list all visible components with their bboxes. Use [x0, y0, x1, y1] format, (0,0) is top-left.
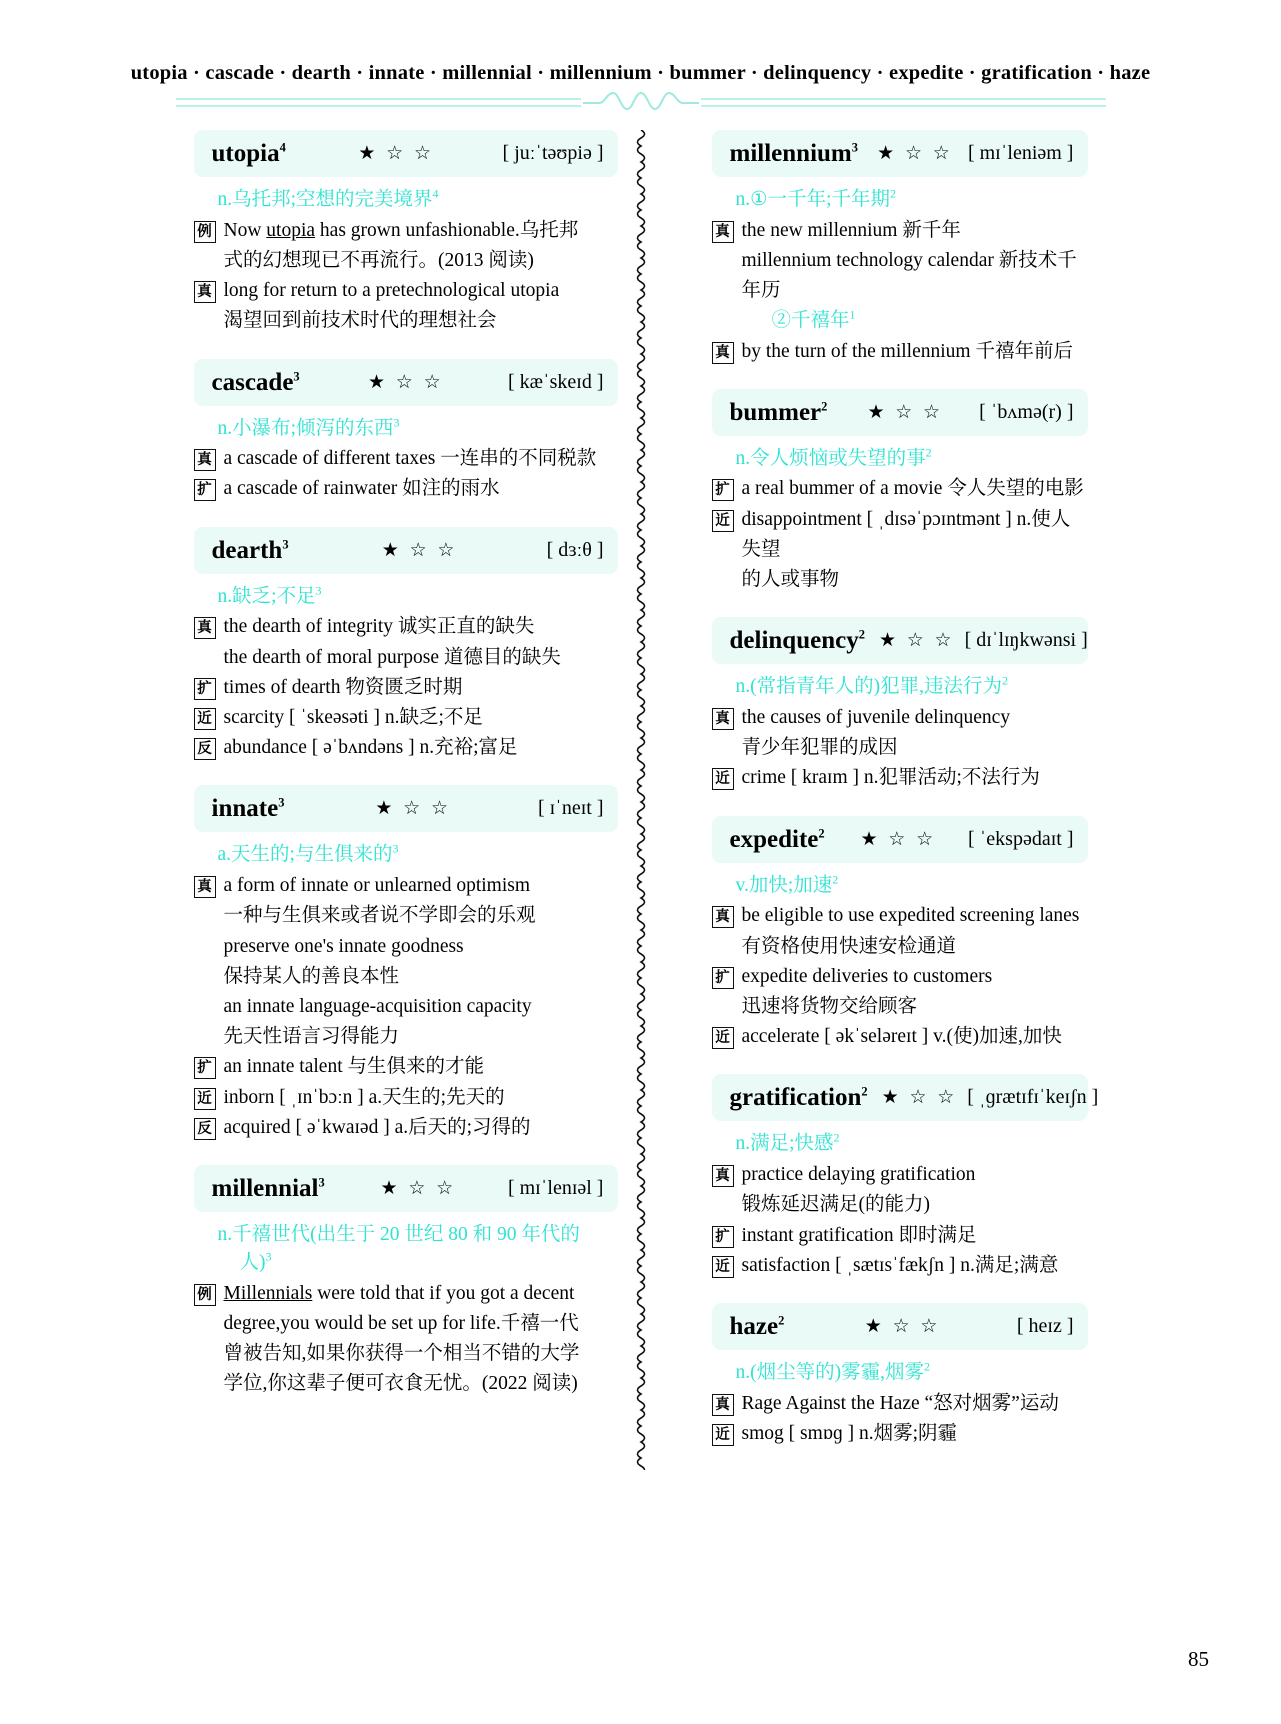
entry-headword-bar[interactable] — [712, 1303, 1088, 1350]
line-tag-真: 真 — [712, 708, 734, 730]
entry-line — [712, 565, 1088, 595]
line-tag-近: 近 — [712, 1256, 734, 1278]
line-content: smog [ smɒɡ ] n.烟雾;阴霾 — [741, 1422, 957, 1444]
star-rating: ★ ☆ ☆ — [380, 1178, 457, 1200]
entry-line — [194, 992, 618, 1022]
headword-frequency-sup: 2 — [821, 399, 828, 414]
headword — [730, 827, 825, 852]
entry-lines — [194, 612, 618, 763]
line-content: millennium technology calendar 新技术千年历 — [741, 249, 1077, 302]
line-content: scarcity [ ˈskeəsəti ] n.缺乏;不足 — [223, 707, 483, 729]
star-rating: ★ ☆ ☆ — [860, 828, 937, 850]
header-divider-rule — [176, 94, 1106, 112]
line-content: 先天性语言习得能力 — [223, 1026, 400, 1048]
phonetic-transcription: [ ˈbʌmə(r) ] — [979, 400, 1074, 423]
star-rating: ★ ☆ ☆ — [375, 798, 451, 820]
entry-line — [712, 246, 1088, 306]
line-content: Now utopia has grown unfashionable.乌托邦 — [223, 219, 579, 241]
line-content: preserve one's innate goodness — [223, 935, 464, 957]
entry-lines — [712, 1160, 1088, 1281]
entry-spacer — [194, 763, 618, 783]
sense-frequency-sup: 3 — [315, 583, 322, 598]
entry-line — [194, 444, 618, 474]
line-content: 学位,你这辈子便可衣食无忧。(2022 阅读) — [223, 1373, 578, 1395]
entry-line — [712, 703, 1088, 733]
sense-frequency-sup: 2 — [832, 872, 839, 887]
line-content: 保持某人的善良本性 — [223, 965, 400, 987]
line-tag-例: 例 — [194, 221, 216, 243]
sense-frequency-sup: 3 — [393, 415, 400, 430]
star-rating: ★ ☆ ☆ — [881, 1087, 958, 1109]
line-tag-真: 真 — [712, 906, 734, 928]
entry-line — [712, 901, 1088, 931]
line-content: 曾被告知,如果你获得一个相当不错的大学 — [223, 1342, 580, 1364]
line-content: disappointment [ ˌdɪsəˈpɔɪntmənt ] n.使人失望 — [741, 508, 1071, 560]
entry-line — [712, 932, 1088, 962]
entry-line — [712, 1022, 1088, 1052]
line-content: the new millennium 新千年 — [741, 219, 961, 241]
line-content: degree,you would be set up for life.千禧一代 — [223, 1312, 579, 1334]
headword-frequency-sup: 2 — [858, 628, 865, 643]
line-tag-empty — [194, 967, 216, 989]
sense-text: n.小瀑布;倾泻的东西 — [217, 417, 394, 439]
headword-frequency-sup: 3 — [293, 369, 300, 384]
two-column-body — [0, 130, 1281, 1471]
entry-line — [194, 871, 618, 901]
line-content: 青少年犯罪的成因 — [741, 737, 898, 759]
line-frequency-sup: 1 — [849, 307, 856, 322]
entry-line — [712, 992, 1088, 1022]
entry-line — [194, 1022, 618, 1052]
line-content: 的人或事物 — [741, 569, 840, 591]
entry-line — [712, 216, 1088, 246]
sense-frequency-sup: 2 — [925, 445, 932, 460]
line-tag-empty — [712, 997, 734, 1019]
line-tag-empty — [712, 738, 734, 760]
line-tag-扩: 扩 — [712, 1226, 734, 1248]
headword-frequency-sup: 3 — [851, 140, 858, 155]
sense-definition — [736, 1359, 1088, 1387]
dictionary-entry — [712, 1303, 1088, 1469]
entry-line — [194, 1279, 618, 1309]
star-rating: ★ ☆ ☆ — [381, 539, 458, 561]
line-content: 迅速将货物交给顾客 — [741, 996, 918, 1018]
sense-text: n.(常指青年人的)犯罪,违法行为 — [735, 676, 1002, 698]
entry-line — [194, 474, 618, 504]
sense-definition — [736, 872, 1088, 900]
right-column — [658, 130, 1099, 1471]
line-content: 有资格使用快速安检通道 — [741, 935, 957, 957]
line-content: expedite deliveries to customers — [741, 965, 993, 987]
dictionary-entry — [194, 359, 618, 525]
headword-text: dearth — [211, 536, 283, 564]
line-content: times of dearth 物资匮乏时期 — [223, 676, 463, 698]
phonetic-transcription: [ juːˈtəʊpiə ] — [502, 142, 604, 164]
line-tag-empty — [712, 570, 734, 592]
line-tag-扩: 扩 — [194, 678, 216, 700]
sense-text: n.①一千年;千年期 — [735, 189, 891, 210]
entry-headword-bar[interactable] — [712, 1074, 1099, 1121]
line-content: crime [ kraɪm ] n.犯罪活动;不法行为 — [741, 767, 1040, 789]
headword — [730, 1314, 785, 1339]
line-tag-真: 真 — [194, 281, 216, 303]
line-tag-近: 近 — [712, 1424, 734, 1446]
line-tag-empty — [712, 311, 734, 333]
star-rating: ★ ☆ ☆ — [867, 401, 944, 423]
sense-definition — [736, 186, 1088, 214]
entry-line — [194, 1052, 618, 1082]
entry-line — [712, 1389, 1088, 1419]
line-tag-真: 真 — [194, 876, 216, 898]
line-content: ②千禧年$^1$ — [771, 307, 856, 332]
headword-frequency-sup: 3 — [282, 537, 289, 552]
line-tag-empty — [194, 251, 216, 273]
sense-definition — [218, 415, 618, 443]
headword-text: innate — [211, 795, 279, 823]
headword-text: gratification — [729, 1084, 862, 1112]
entry-lines — [712, 901, 1088, 1052]
sense-text: n.千禧世代(出生于 20 世纪 80 和 90 年代的 — [217, 1224, 580, 1246]
headword-text: haze — [729, 1313, 779, 1341]
dictionary-entry — [712, 389, 1088, 616]
column-divider — [624, 130, 658, 1471]
line-tag-真: 真 — [194, 449, 216, 471]
entry-line — [194, 612, 618, 642]
entry-line — [194, 1113, 618, 1143]
headword — [212, 796, 285, 821]
sense-frequency-sup: 2 — [924, 1359, 930, 1374]
line-tag-empty — [712, 1195, 734, 1217]
entry-spacer — [712, 367, 1088, 387]
underlined-keyword: utopia — [266, 219, 316, 241]
entry-line — [194, 216, 618, 246]
entry-line — [712, 733, 1088, 763]
squiggle-ornament-icon — [581, 89, 701, 115]
sense-definition — [736, 1130, 1088, 1158]
entry-headword-bar[interactable] — [194, 359, 618, 406]
entry-headword-bar[interactable] — [194, 130, 618, 177]
entry-line — [194, 703, 618, 733]
entry-line — [712, 962, 1088, 992]
sense-text-continued: 人)$^3$ — [239, 1249, 272, 1273]
entry-line — [712, 505, 1088, 565]
phonetic-transcription: [ ˌɡrætɪfɪˈkeɪʃn ] — [967, 1086, 1099, 1109]
entry-lines — [712, 216, 1088, 367]
headword-frequency-sup: 2 — [818, 826, 825, 841]
line-tag-empty — [194, 311, 216, 333]
sense-text: a.天生的;与生俱来的 — [217, 844, 393, 866]
line-tag-近: 近 — [712, 768, 734, 790]
line-content: a form of innate or unlearned optimism — [223, 875, 530, 897]
sense-definition — [218, 841, 618, 869]
entry-line — [194, 643, 618, 673]
entry-spacer — [194, 337, 618, 357]
line-tag-反: 反 — [194, 738, 216, 760]
dictionary-entry — [194, 130, 618, 357]
headword — [212, 370, 300, 395]
entry-spacer — [712, 1449, 1088, 1469]
sense-definition — [736, 445, 1088, 473]
headword-frequency-sup: 2 — [861, 1085, 868, 1100]
line-tag-近: 近 — [712, 1027, 734, 1049]
line-content: inborn [ ˌɪnˈbɔːn ] a.天生的;先天的 — [223, 1086, 505, 1108]
line-tag-真: 真 — [194, 617, 216, 639]
entry-headword-bar[interactable] — [712, 130, 1088, 177]
sense-text: n.令人烦恼或失望的事 — [735, 447, 926, 469]
headword-text: delinquency — [729, 627, 859, 655]
line-content: the dearth of integrity 诚实正直的缺失 — [223, 616, 535, 638]
headword-frequency-sup: 3 — [318, 1175, 325, 1190]
entry-line — [712, 1419, 1088, 1449]
headword — [730, 628, 865, 653]
entry-line — [194, 673, 618, 703]
entry-spacer — [194, 1399, 618, 1419]
line-content: 锻炼延迟满足(的能力) — [741, 1194, 930, 1216]
line-content: an innate talent 与生俱来的才能 — [223, 1056, 484, 1078]
line-tag-empty — [194, 648, 216, 670]
sense-text: n.(烟尘等的)雾霾,烟雾 — [735, 1362, 924, 1384]
entry-line — [712, 337, 1088, 367]
dictionary-entry — [712, 617, 1088, 813]
headword-text: expedite — [729, 825, 819, 853]
line-tag-empty — [712, 937, 734, 959]
line-tag-empty — [194, 1374, 216, 1396]
line-tag-扩: 扩 — [712, 967, 734, 989]
line-content: the causes of juvenile delinquency — [741, 707, 1011, 729]
entry-line — [194, 1083, 618, 1113]
headword — [730, 1085, 868, 1110]
headword-frequency-sup: 4 — [279, 140, 286, 155]
line-tag-empty — [194, 1344, 216, 1366]
line-tag-empty — [194, 997, 216, 1019]
phonetic-transcription: [ mɪˈlenɪəl ] — [507, 1177, 604, 1200]
entry-line — [712, 474, 1088, 504]
line-content: the dearth of moral purpose 道德目的缺失 — [223, 646, 561, 668]
entry-headword-bar[interactable] — [712, 389, 1088, 436]
sense-text: n.缺乏;不足 — [217, 585, 316, 607]
page-header — [0, 0, 1281, 112]
entry-line — [194, 246, 618, 276]
dictionary-entry — [194, 785, 618, 1163]
entry-line — [712, 1190, 1088, 1220]
phonetic-transcription: [ ɪˈneɪt ] — [537, 797, 604, 820]
sense-text: v.加快;加速 — [735, 874, 833, 896]
entry-line — [712, 763, 1088, 793]
line-tag-扩: 扩 — [712, 479, 734, 501]
entry-lines — [712, 703, 1088, 794]
sense-definition — [218, 1221, 618, 1276]
entry-line — [194, 932, 618, 962]
line-content: instant gratification 即时满足 — [741, 1224, 977, 1246]
sense-frequency-sup: 2 — [890, 186, 897, 201]
phonetic-transcription: [ mɪˈleniəm ] — [967, 142, 1074, 164]
headword — [212, 538, 289, 563]
entry-lines — [194, 216, 618, 337]
entry-line — [194, 276, 618, 306]
headword-text: millennial — [211, 1175, 319, 1203]
line-tag-empty — [194, 1314, 216, 1336]
headword-text: bummer — [729, 398, 822, 426]
dictionary-entry — [194, 527, 618, 784]
phonetic-transcription: [ heɪz ] — [1016, 1315, 1074, 1338]
dictionary-entry — [194, 1165, 618, 1419]
line-content: 式的幻想现已不再流行。(2013 阅读) — [223, 249, 534, 271]
line-tag-反: 反 — [194, 1118, 216, 1140]
phonetic-transcription: [ ˈekspədaɪt ] — [967, 827, 1074, 850]
line-tag-近: 近 — [712, 510, 734, 532]
line-content: accelerate [ əkˈseləreɪt ] v.(使)加速,加快 — [741, 1026, 1062, 1048]
line-content: an innate language-acquisition capacity — [223, 996, 532, 1018]
line-tag-empty — [194, 1027, 216, 1049]
entry-line — [194, 901, 618, 931]
entry-lines — [712, 474, 1088, 595]
line-content: satisfaction [ ˌsætɪsˈfækʃn ] n.满足;满意 — [741, 1254, 1059, 1276]
line-content: by the turn of the millennium 千禧年前后 — [741, 340, 1073, 362]
left-column — [194, 130, 624, 1471]
dictionary-entry — [712, 130, 1088, 387]
line-content: 一种与生俱来或者说不学即会的乐观 — [223, 905, 536, 927]
entry-headword-bar[interactable] — [712, 816, 1088, 863]
line-tag-真: 真 — [712, 1165, 734, 1187]
star-rating: ★ ☆ ☆ — [368, 371, 444, 393]
underlined-keyword: Millennials — [223, 1282, 313, 1304]
sense-frequency-sup: 4 — [432, 186, 439, 201]
wavy-divider-icon — [630, 130, 652, 1470]
entry-spacer — [194, 1143, 618, 1163]
header-wordlist: utopia · cascade · dearth · innate · millennial · millennium · bummer · delinquency · expedite · gratification · haze — [130, 62, 1151, 84]
headword-frequency-sup: 2 — [778, 1313, 785, 1328]
phonetic-transcription: [ kæˈskeɪd ] — [507, 370, 604, 393]
line-content: practice delaying gratification — [741, 1164, 976, 1186]
star-rating: ★ ☆ ☆ — [877, 143, 953, 164]
headword — [212, 141, 286, 166]
entry-headword-bar[interactable] — [194, 527, 618, 574]
sense-definition — [218, 186, 618, 214]
star-rating: ★ ☆ ☆ — [878, 630, 955, 652]
entry-spacer — [712, 595, 1088, 615]
phonetic-transcription: [ dɜːθ ] — [546, 538, 604, 561]
line-tag-empty — [194, 906, 216, 928]
line-content: abundance [ əˈbʌndəns ] n.充裕;富足 — [223, 737, 518, 759]
sense-frequency-sup: 3 — [265, 1249, 272, 1264]
headword-text: utopia — [211, 140, 280, 167]
headword-text: millennium — [729, 140, 852, 167]
sense-definition — [736, 673, 1088, 701]
entry-spacer — [712, 1052, 1088, 1072]
line-content: long for return to a pretechnological utopia — [223, 280, 560, 302]
entry-spacer — [712, 1281, 1088, 1301]
entry-lines — [712, 1389, 1088, 1449]
line-tag-真: 真 — [712, 1394, 734, 1416]
entry-line — [712, 1160, 1088, 1190]
line-content: acquired [ əˈkwaɪəd ] a.后天的;习得的 — [223, 1116, 531, 1138]
line-tag-empty — [712, 251, 734, 273]
headword-frequency-sup: 3 — [278, 796, 285, 811]
page-number: 85 — [1188, 1647, 1209, 1671]
sense-definition — [218, 583, 618, 611]
headword — [212, 1176, 325, 1201]
dictionary-entry — [712, 816, 1088, 1073]
headword — [730, 400, 828, 425]
entry-headword-bar[interactable] — [194, 1165, 618, 1212]
entry-line — [194, 1339, 618, 1369]
line-tag-近: 近 — [194, 708, 216, 730]
dictionary-entry — [712, 1074, 1099, 1301]
line-content: a cascade of different taxes 一连串的不同税款 — [223, 448, 597, 470]
line-tag-真: 真 — [712, 342, 734, 364]
sense-frequency-sup: 2 — [833, 1130, 840, 1145]
entry-lines — [194, 871, 618, 1143]
line-tag-真: 真 — [712, 221, 734, 243]
line-content: a cascade of rainwater 如注的雨水 — [223, 478, 500, 500]
entry-line — [712, 1221, 1088, 1251]
line-content: 渴望回到前技术时代的理想社会 — [223, 310, 497, 332]
entry-line — [194, 306, 618, 336]
entry-headword-bar[interactable] — [712, 617, 1088, 664]
entry-spacer — [194, 505, 618, 525]
line-tag-扩: 扩 — [194, 479, 216, 501]
entry-line — [712, 1251, 1088, 1281]
entry-lines — [194, 444, 618, 504]
line-content: a real bummer of a movie 令人失望的电影 — [741, 478, 1084, 500]
entry-lines — [194, 1279, 618, 1400]
headword-text: cascade — [211, 368, 294, 396]
line-content: be eligible to use expedited screening lanes — [741, 905, 1080, 927]
entry-headword-bar[interactable] — [194, 785, 618, 832]
headword — [730, 141, 859, 166]
entry-spacer — [712, 794, 1088, 814]
sense-text: n.满足;快感 — [735, 1133, 834, 1155]
entry-line — [712, 306, 1088, 336]
line-tag-例: 例 — [194, 1284, 216, 1306]
line-content: Millennials were told that if you got a decent — [223, 1282, 575, 1304]
line-tag-empty — [194, 937, 216, 959]
entry-line — [194, 733, 618, 763]
entry-line — [194, 1369, 618, 1399]
entry-line — [194, 1309, 618, 1339]
sense-frequency-sup: 2 — [1002, 673, 1008, 688]
line-tag-扩: 扩 — [194, 1057, 216, 1079]
entry-line — [194, 962, 618, 992]
star-rating: ★ ☆ ☆ — [358, 143, 434, 164]
line-content: Rage Against the Haze “怒对烟雾”运动 — [741, 1392, 1059, 1414]
sense-text: n.乌托邦;空想的完美境界 — [217, 189, 433, 210]
sense-frequency-sup: 3 — [392, 841, 399, 856]
phonetic-transcription: [ dɪˈlɪŋkwənsi ] — [964, 629, 1088, 652]
star-rating: ★ ☆ ☆ — [864, 1316, 941, 1338]
line-tag-近: 近 — [194, 1088, 216, 1110]
